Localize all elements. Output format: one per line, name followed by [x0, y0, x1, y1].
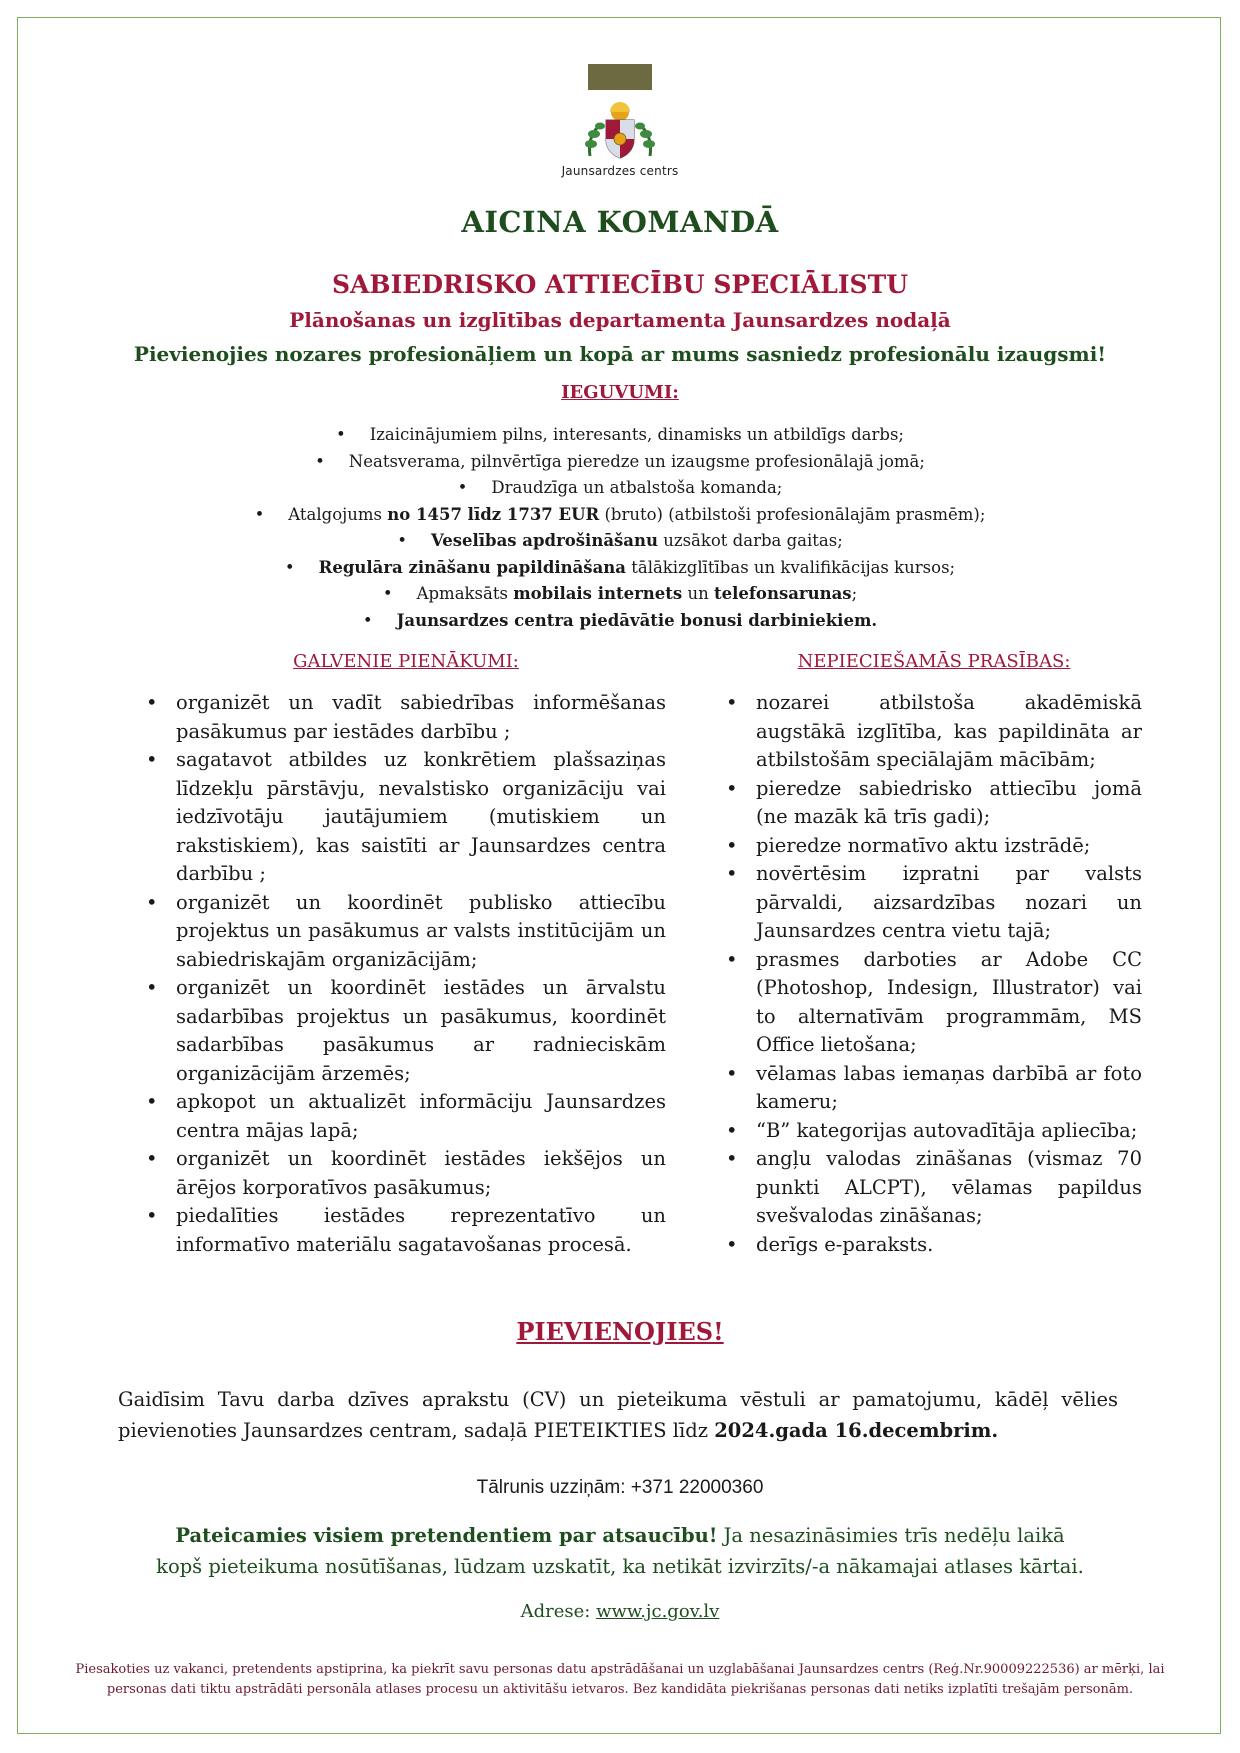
duty-item: • piedalīties iestādes reprezentatīvo un informatīvo materiālu sagatavošanas procesā. — [146, 1202, 666, 1259]
tagline: Pievienojies nozares profesionāļiem un kopā ar mums sasniedz profesionālu izaugsmi! — [133, 342, 1107, 366]
benefit-item: • Izaicinājumiem pilns, interesants, dinamisks un atbildīgs darbs; — [0, 422, 1240, 449]
benefit-item: • Regulāra zināšanu papildināšana tālākizglītības un kvalifikācijas kursos; — [0, 555, 1240, 582]
requirement-item: • pieredze sabiedrisko attiecību jomā (ne mazāk kā trīs gadi); — [726, 775, 1142, 832]
department-title: Plānošanas un izglītības departamenta Jaunsardzes nodaļā — [289, 308, 951, 332]
address-line: Adrese: www.jc.gov.lv — [520, 1601, 720, 1622]
duty-item: • organizēt un vadīt sabiedrības informēšanas pasākumus par iestādes darbību ; — [146, 689, 666, 746]
requirement-item: • prasmes darboties ar Adobe CC (Photoshop, Indesign, Illustrator) vai to alternatīvām programmām, MS Office lietošana; — [726, 946, 1142, 1060]
duty-item: • organizēt un koordinēt iestādes iekšējos un ārējos korporatīvos pasākumus; — [146, 1145, 666, 1202]
logo-block — [0, 64, 1240, 178]
requirements-column — [726, 689, 1142, 1259]
requirement-item: • “B” kategorijas autovadītāja apliecība; — [726, 1117, 1142, 1146]
duty-item: • organizēt un koordinēt publisko attiecību projektus un pasākumus ar valsts institūcijām un sabiedriskajām organizācijām; — [146, 889, 666, 975]
benefit-item: • Veselības apdrošināšanu uzsākot darba gaitas; — [0, 528, 1240, 555]
phone-line: Tālrunis uzziņām: +371 22000360 — [476, 1477, 764, 1498]
benefits-list — [0, 422, 1240, 634]
requirement-item: • vēlamas labas iemaņas darbībā ar foto kameru; — [726, 1060, 1142, 1117]
thanks-text: Pateicamies visiem pretendentiem par atsaucību! Ja nesazināsimies trīs nedēļu laikā kopš pieteikuma nosūtīšanas, lūdzam uzskatīt, ka netikāt izvirzīts/-a nākamajai atlases kārtai. — [156, 1524, 1084, 1578]
requirement-item: • nozarei atbilstoša akadēmiskā augstākā izglītība, kas papildināta ar atbilstošām speciālajām mācībām; — [726, 689, 1142, 775]
duty-item: • organizēt un koordinēt iestādes un ārvalstu sadarbības projektus un pasākumus, koordinēt sadarbības pasākumus ar radnieciskām organizācijām ārzemēs; — [146, 974, 666, 1088]
benefit-item: • Atalgojums no 1457 līdz 1737 EUR (bruto) (atbilstoši profesionālajām prasmēm); — [0, 502, 1240, 529]
duties-list — [146, 689, 666, 1259]
website-link[interactable]: www.jc.gov.lv — [596, 1601, 720, 1622]
duty-item: • apkopot un aktualizēt informāciju Jaunsardzes centra mājas lapā; — [146, 1088, 666, 1145]
deadline: 2024.gada 16.decembrim. — [714, 1419, 999, 1442]
requirement-item: • derīgs e-paraksts. — [726, 1231, 1142, 1260]
benefits-title: IEGUVUMI: — [561, 382, 679, 403]
benefit-item: • Neatsverama, pilnvērtīga pieredze un izaugsme profesionālajā jomā; — [0, 449, 1240, 476]
duty-item: • sagatavot atbildes uz konkrētiem plašsaziņas līdzekļu pārstāvju, nevalstisko organizāciju vai iedzīvotāju jautājumiem (mutiskiem un rakstiskiem), kas saistīti ar Jaunsardzes centra darbību ; — [146, 746, 666, 889]
requirement-item: • pieredze normatīvo aktu izstrādē; — [726, 832, 1142, 861]
coat-of-arms-icon — [582, 98, 658, 164]
join-heading: PIEVIENOJIES! — [516, 1317, 724, 1346]
benefit-item: • Draudzīga un atbalstoša komanda; — [0, 475, 1240, 502]
benefit-item: • Apmaksāts mobilais internets un telefonsarunas; — [0, 581, 1240, 608]
requirements-list — [726, 689, 1142, 1259]
duties-title: GALVENIE PIENĀKUMI: — [293, 651, 519, 672]
role-title: SABIEDRISKO ATTIECĪBU SPECIĀLISTU — [331, 270, 909, 299]
requirement-item: • novērtēsim izpratni par valsts pārvaldi, aizsardzības nozari un Jaunsardzes centra vietu tajā; — [726, 860, 1142, 946]
org-name: Jaunsardzes centrs — [561, 164, 679, 178]
privacy-disclaimer: Piesakoties uz vakanci, pretendents apstiprina, ka piekrīt savu personas datu apstrādāšanai un uzglabāšanai Jaunsardzes centrs (Reģ.Nr.90009222536) ar mērķi, lai personas dati tiktu apstrādāti personāla atlases procesu un aktivitāšu ietvaros. Bez kandidāta piekrišanas personas dati netiks izplatīti trešajām personām. — [75, 1662, 1165, 1697]
application-text: Gaidīsim Tavu darba dzīves aprakstu (CV) un pieteikuma vēstuli ar pamatojumu, kādēļ vēlies pievienoties Jaunsardzes centram, sadaļā PIETEIKTIES līdz 2024.gada 16.decembrim. — [118, 1388, 1118, 1442]
requirements-title: NEPIECIEŠAMĀS PRASĪBAS: — [797, 651, 1071, 672]
requirement-item: • angļu valodas zināšanas (vismaz 70 punkti ALCPT), vēlamas papildus svešvalodas zināšanas; — [726, 1145, 1142, 1231]
duties-column — [146, 689, 666, 1259]
benefit-item: • Jaunsardzes centra piedāvātie bonusi darbiniekiem. — [0, 608, 1240, 635]
logo-bar — [588, 64, 652, 90]
main-title: AICINA KOMANDĀ — [461, 205, 779, 239]
